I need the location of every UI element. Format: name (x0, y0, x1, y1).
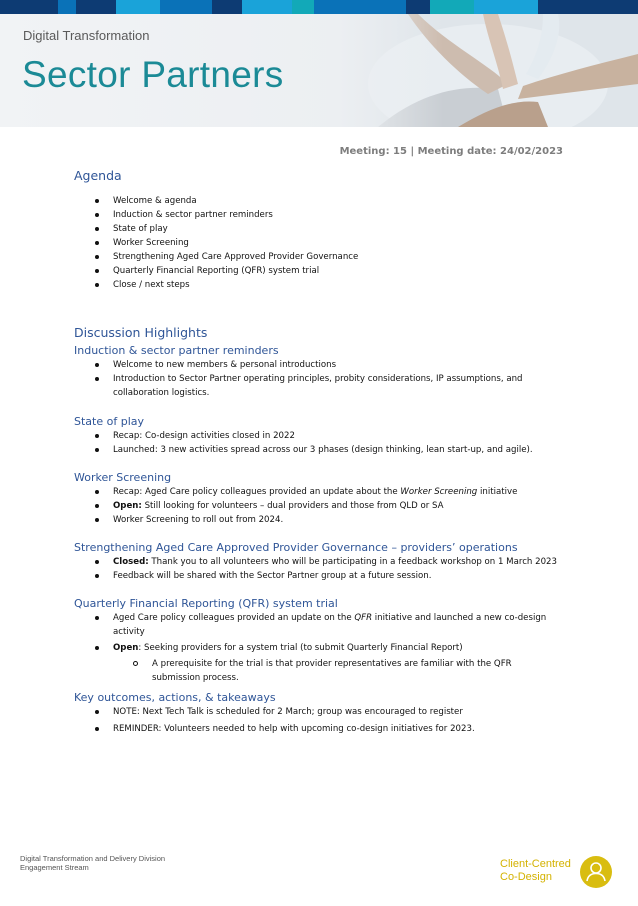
agenda-item: Quarterly Financial Reporting (QFR) system trial (74, 264, 574, 278)
outcomes-list (74, 705, 574, 736)
worker-heading: Worker Screening (74, 471, 172, 484)
qfr-item (74, 611, 574, 639)
worker-item-text: Recap: Aged Care policy colleagues provided an update about the (113, 487, 401, 497)
induction-item-line2: collaboration logistics. (113, 388, 210, 398)
induction-list (74, 358, 574, 400)
agenda-item: Induction & sector partner reminders (74, 208, 574, 222)
worker-item-emphasis: Worker Screening (400, 487, 478, 497)
meeting-info: Meeting: 15 | Meeting date: 24/02/2023 (339, 146, 563, 157)
person-circle-icon (580, 856, 612, 888)
agenda-item: State of play (74, 222, 574, 236)
agenda-item: Close / next steps (74, 278, 574, 292)
governance-heading: Strengthening Aged Care Approved Provider Governance – providers’ operations (74, 541, 518, 554)
status-label: Open: (113, 501, 142, 511)
governance-item: Feedback will be shared with the Sector Partner group at a future session. (74, 569, 574, 583)
worker-item-text: Still looking for volunteers – dual providers and those from QLD or SA (141, 501, 444, 511)
governance-item-text: Thank you to all volunteers who will be participating in a feedback workshop on 1 March 2023 (148, 557, 557, 567)
governance-item (74, 555, 574, 569)
state-item: Launched: 3 new activities spread across our 3 phases (design thinking, lean start-up, and agile). (74, 443, 574, 457)
page-subtitle: Digital Transformation (23, 28, 150, 43)
footer-brand-line1: Client-Centred (500, 858, 571, 870)
footer-brand (500, 858, 571, 884)
qfr-item-emphasis: QFR (354, 613, 373, 623)
governance-list (74, 555, 574, 583)
induction-heading: Induction & sector partner reminders (74, 344, 279, 357)
footer-division-name: Digital Transformation and Delivery Division (20, 854, 166, 863)
worker-item-text-end: initiative (477, 487, 518, 497)
qfr-item-text: Aged Care policy colleagues provided an update on the (113, 613, 355, 623)
qfr-item (74, 641, 574, 655)
outcomes-heading: Key outcomes, actions, & takeaways (74, 691, 276, 704)
qfr-heading: Quarterly Financial Reporting (QFR) system trial (74, 597, 338, 610)
page-title: Sector Partners (22, 54, 284, 95)
state-list (74, 429, 574, 457)
status-label: Open (113, 643, 139, 653)
qfr-item-text-end: initiative and launched a new co-design (372, 613, 547, 623)
discussion-heading: Discussion Highlights (74, 325, 208, 340)
agenda-item: Strengthening Aged Care Approved Provider Governance (74, 250, 574, 264)
top-color-stripe (0, 0, 638, 14)
qfr-subitem (74, 657, 574, 685)
qfr-item-line2: activity (113, 627, 145, 637)
footer-brand-line2: Co-Design (500, 871, 552, 883)
document-body (74, 168, 574, 736)
worker-item: Worker Screening to roll out from 2024. (74, 513, 574, 527)
hands-together-image (338, 14, 638, 127)
agenda-heading: Agenda (74, 168, 122, 183)
outcomes-item: REMINDER: Volunteers needed to help with upcoming co-design initiatives for 2023. (74, 722, 574, 736)
header-banner (0, 14, 638, 127)
agenda-item: Welcome & agenda (74, 194, 574, 208)
outcomes-item: NOTE: Next Tech Talk is scheduled for 2 March; group was encouraged to register (74, 705, 574, 719)
footer-division (20, 854, 165, 872)
worker-item (74, 499, 574, 513)
agenda-list (74, 194, 574, 292)
induction-item (74, 372, 574, 400)
worker-list (74, 485, 574, 527)
qfr-subitem-line1: A prerequisite for the trial is that provider representatives are familiar with the QFR (152, 659, 512, 669)
state-item: Recap: Co-design activities closed in 2022 (74, 429, 574, 443)
qfr-list (74, 611, 574, 685)
status-label: Closed: (113, 557, 149, 567)
worker-item (74, 485, 574, 499)
induction-item: Welcome to new members & personal introductions (74, 358, 574, 372)
qfr-subitem-line2: submission process. (152, 673, 239, 683)
agenda-item: Worker Screening (74, 236, 574, 250)
induction-item-line1: Introduction to Sector Partner operating principles, probity considerations, IP assumptions, and (113, 374, 523, 384)
footer-stream-name: Engagement Stream (20, 863, 89, 872)
state-heading: State of play (74, 415, 145, 428)
qfr-item-text: : Seeking providers for a system trial (to submit Quarterly Financial Report) (138, 643, 463, 653)
